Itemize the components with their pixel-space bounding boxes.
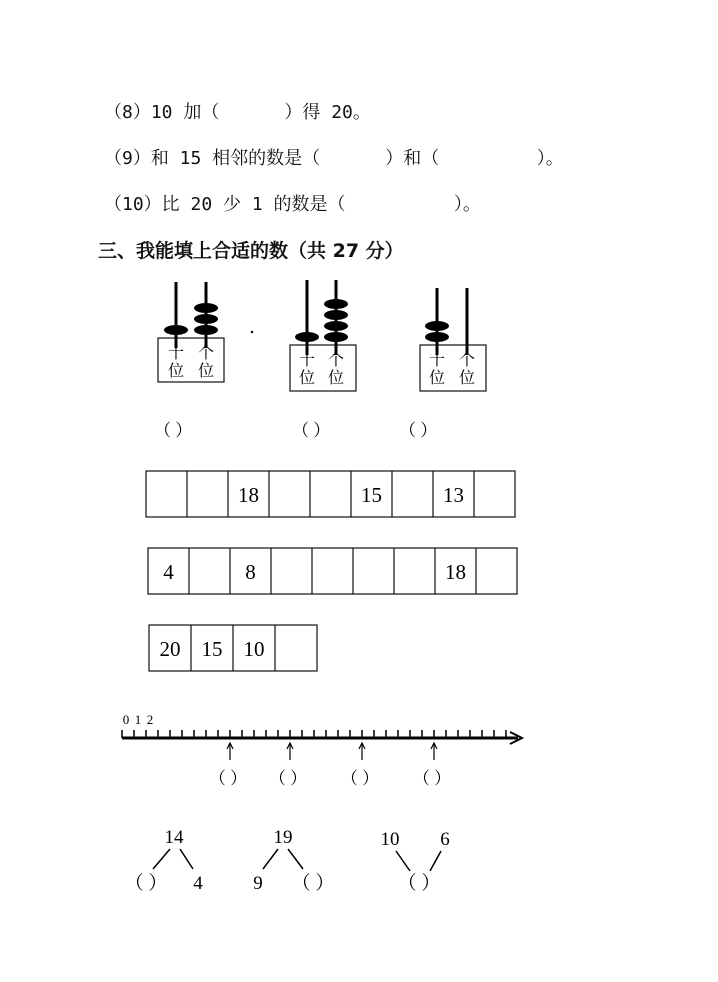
bond-bottom-left: （ ） [124, 873, 168, 894]
ones-label-bottom: 位 [327, 370, 345, 387]
question-10: （10）比 20 少 1 的数是（ ）。 [104, 194, 481, 215]
tens-label-top: 十 [428, 352, 446, 369]
row-cell-value: 18 [238, 483, 259, 507]
number-line-answer-blank: （ ） [412, 769, 452, 788]
tens-label-top: 十 [298, 352, 316, 369]
section-heading: 三、我能填上合适的数（共 27 分） [98, 240, 404, 262]
bond-top-number: 14 [164, 827, 184, 848]
row-cell-value: 13 [443, 483, 464, 507]
bond-line [288, 849, 303, 869]
ones-bead [324, 332, 348, 342]
bond-bottom-left: 9 [253, 873, 263, 894]
tens-label-bottom: 位 [167, 363, 185, 380]
ones-label-bottom: 位 [458, 370, 476, 387]
bond-top-right-number: 6 [440, 829, 450, 850]
question-8: （8）10 加（ ）得 20。 [104, 102, 371, 123]
ones-label-top: 个 [327, 352, 345, 369]
bond-line [153, 849, 170, 869]
ones-bead [194, 303, 218, 313]
row-cell-value: 18 [445, 560, 466, 584]
bond-line [180, 849, 193, 869]
ones-label-top: 个 [197, 345, 215, 362]
bond-bottom-right: 4 [193, 873, 203, 894]
row-cell-value: 10 [243, 637, 265, 661]
dot-mark [251, 331, 253, 333]
number-bond-3 [381, 829, 450, 894]
ones-bead [324, 321, 348, 331]
ones-bead [324, 299, 348, 309]
tens-label-bottom: 位 [428, 370, 446, 387]
number-rows-svg [0, 460, 718, 680]
number-row-2 [148, 548, 517, 594]
tens-label-bottom: 位 [298, 370, 316, 387]
bond-line [396, 851, 410, 871]
tens-bead [425, 332, 449, 342]
ones-label-top: 个 [458, 352, 476, 369]
bond-bottom-right: （ ） [291, 873, 335, 894]
number-bond-2 [253, 827, 334, 894]
abacus-answer-blank: （ ） [292, 421, 331, 440]
abacus-answer-blank: （ ） [154, 421, 193, 440]
tick-label: 1 [134, 712, 142, 727]
tens-label-top: 十 [167, 345, 185, 362]
ones-bead [194, 314, 218, 324]
number-row-1 [146, 471, 515, 517]
number-line-answer-blank: （ ） [268, 769, 308, 788]
number-rows [0, 460, 718, 680]
number-line [0, 700, 718, 800]
bond-bottom-right: （ ） [397, 873, 441, 894]
ones-bead [324, 310, 348, 320]
bond-line [430, 851, 441, 871]
question-9: （9）和 15 相邻的数是（ ）和（ ）。 [104, 148, 564, 169]
number-bond-1 [125, 827, 204, 894]
ones-bead [194, 325, 218, 335]
tens-bead [164, 325, 188, 335]
row-cell-value: 15 [201, 637, 223, 661]
row-cell-value: 20 [159, 637, 181, 661]
abacus-2 [290, 280, 356, 440]
tens-bead [295, 332, 319, 342]
number-row-3 [149, 625, 317, 671]
tick-label: 2 [146, 712, 154, 727]
bond-top-number: 10 [380, 829, 400, 850]
ones-label-bottom: 位 [197, 363, 215, 380]
abacus-1 [154, 282, 224, 440]
abacus-answer-blank: （ ） [399, 421, 438, 440]
tens-bead [425, 321, 449, 331]
bond-line [263, 849, 278, 869]
bond-top-number: 19 [273, 827, 293, 848]
number-line-answer-blank: （ ） [208, 769, 248, 788]
number-line-answer-blank: （ ） [340, 769, 380, 788]
abacus-figures [0, 270, 718, 450]
row-cell-value: 15 [361, 483, 382, 507]
number-bonds [0, 815, 718, 915]
abacus-3 [399, 288, 486, 440]
row-cell-value: 4 [163, 560, 174, 584]
row-cell-value: 8 [245, 560, 256, 584]
tick-label: 0 [122, 712, 130, 727]
